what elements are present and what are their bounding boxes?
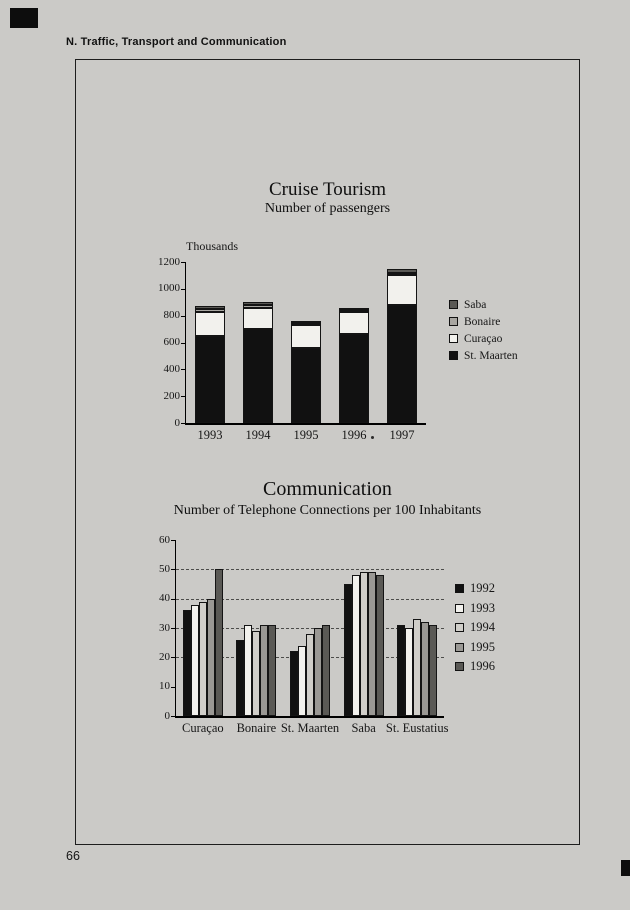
- y-tick-label: 20: [159, 650, 170, 663]
- scan-artifact-dot: [371, 436, 374, 439]
- legend-item-saba: [449, 296, 518, 313]
- bar-segment-saba: [243, 302, 273, 305]
- bar-saba-1994: [360, 572, 368, 716]
- bar-segment-saba: [339, 308, 369, 310]
- y-tick-label: 600: [163, 336, 180, 348]
- bar-cura-ao-1996: [215, 569, 223, 716]
- legend-label: Saba: [464, 298, 487, 311]
- bar-bonaire-1994: [252, 631, 260, 716]
- bar-segment-cura-ao: [195, 312, 225, 336]
- page-number: 66: [66, 849, 80, 863]
- y-tick: [181, 369, 186, 370]
- bar-st-maarten-1992: [290, 651, 298, 716]
- cruise-tourism-subtitle: Number of passengers: [264, 201, 391, 216]
- legend-item-1994: [455, 618, 495, 638]
- bar-segment-cura-ao: [291, 325, 321, 348]
- communication-subtitle: Number of Telephone Connections per 100 Inhabitants: [173, 503, 482, 518]
- legend-swatch-st-maarten: [449, 351, 458, 360]
- y-tick: [181, 289, 186, 290]
- bar-saba-1996: [376, 575, 384, 716]
- x-tick-label: 1996: [341, 428, 367, 442]
- bar-bonaire-1992: [236, 640, 244, 716]
- communication-legend: [455, 579, 495, 677]
- x-tick-label: Curaçao: [181, 721, 224, 735]
- bar-segment-bonaire: [243, 305, 273, 308]
- bar-segment-saba: [195, 306, 225, 309]
- legend-label: 1995: [470, 639, 495, 654]
- cruise-tourism-legend: [449, 296, 518, 364]
- x-tick-label: 1994: [245, 428, 271, 442]
- bar-st-eustatius-1992: [397, 625, 405, 716]
- x-tick-label: Bonaire: [236, 721, 277, 735]
- y-tick: [181, 262, 186, 263]
- legend-swatch-1993: [455, 604, 464, 613]
- y-tick-label: 1200: [158, 255, 180, 268]
- bar-segment-cura-ao: [387, 275, 417, 305]
- bar-segment-cura-ao: [339, 312, 369, 335]
- legend-swatch-cura-ao: [449, 334, 458, 343]
- y-tick: [181, 343, 186, 344]
- bar-segment-bonaire: [387, 273, 417, 276]
- cruise-tourism-title: Cruise Tourism: [268, 179, 387, 200]
- legend-item-bonaire: [449, 313, 518, 330]
- y-tick: [171, 687, 176, 688]
- legend-swatch-saba: [449, 300, 458, 309]
- legend-label: 1992: [470, 581, 495, 596]
- y-tick: [171, 716, 176, 717]
- bar-segment-bonaire: [339, 310, 369, 312]
- bar-saba-1993: [352, 575, 360, 716]
- scan-edge-mark: [621, 860, 630, 876]
- y-tick: [181, 396, 186, 397]
- x-tick-label: 1995: [293, 428, 319, 442]
- bar-st-eustatius-1996: [429, 625, 437, 716]
- bar-st-maarten-1994: [306, 634, 314, 716]
- bar-saba-1995: [368, 572, 376, 716]
- legend-swatch-bonaire: [449, 317, 458, 326]
- y-tick-label: 50: [159, 562, 170, 575]
- y-tick-label: 0: [164, 709, 170, 722]
- bar-st-eustatius-1993: [405, 628, 413, 716]
- legend-swatch-1995: [455, 643, 464, 652]
- legend-label: Bonaire: [464, 315, 501, 328]
- y-tick-label: 800: [163, 309, 180, 322]
- legend-label: 1993: [470, 600, 495, 615]
- bar-segment-saba: [387, 269, 417, 272]
- legend-item-1996: [455, 657, 495, 677]
- bar-segment-st-maarten: [243, 329, 273, 423]
- x-tick-label: 1997: [389, 428, 415, 442]
- page-header: N. Traffic, Transport and Communication: [66, 36, 287, 48]
- bar-segment-bonaire: [195, 309, 225, 312]
- y-tick: [171, 540, 176, 541]
- bar-segment-bonaire: [291, 323, 321, 325]
- bar-bonaire-1996: [268, 625, 276, 716]
- bar-segment-st-maarten: [339, 334, 369, 423]
- legend-item-st-maarten: [449, 347, 518, 364]
- y-tick-label: 1000: [158, 282, 180, 295]
- legend-item-1995: [455, 638, 495, 658]
- y-tick: [181, 316, 186, 317]
- bar-segment-saba: [291, 321, 321, 323]
- legend-label: 1996: [470, 659, 495, 674]
- legend-item-1993: [455, 599, 495, 619]
- y-tick: [181, 423, 186, 424]
- bar-segment-st-maarten: [387, 305, 417, 423]
- communication-plot: [159, 533, 449, 735]
- bar-cura-ao-1992: [183, 610, 191, 716]
- x-tick-label: Saba: [351, 721, 376, 735]
- bar-st-maarten-1993: [298, 646, 306, 716]
- bar-cura-ao-1994: [199, 602, 207, 716]
- y-tick-label: 0: [174, 416, 180, 429]
- bar-cura-ao-1995: [207, 599, 215, 716]
- legend-swatch-1994: [455, 623, 464, 632]
- bar-segment-st-maarten: [195, 336, 225, 423]
- bar-st-maarten-1995: [314, 628, 322, 716]
- bar-saba-1992: [344, 584, 352, 716]
- legend-item-cura-ao: [449, 330, 518, 347]
- y-tick-label: 200: [163, 389, 180, 402]
- x-tick-label: St. Maarten: [280, 721, 340, 735]
- corner-black-tab: [10, 8, 38, 28]
- cruise-tourism-plot: [158, 255, 426, 442]
- bar-st-maarten-1996: [322, 625, 330, 716]
- bar-cura-ao-1993: [191, 605, 199, 716]
- legend-swatch-1996: [455, 662, 464, 671]
- y-tick-label: 30: [159, 621, 170, 634]
- communication-title: Communication: [263, 478, 392, 500]
- legend-swatch-1992: [455, 584, 464, 593]
- y-tick-label: 400: [163, 362, 180, 375]
- bar-bonaire-1995: [260, 625, 268, 716]
- x-tick-label: St. Eustatius: [385, 721, 449, 735]
- legend-item-1992: [455, 579, 495, 599]
- y-axis-unit-label: Thousands: [186, 239, 238, 253]
- bar-st-eustatius-1994: [413, 619, 421, 716]
- legend-label: St. Maarten: [464, 349, 518, 362]
- bar-segment-st-maarten: [291, 348, 321, 423]
- bar-segment-cura-ao: [243, 308, 273, 329]
- y-tick-label: 60: [159, 533, 170, 546]
- x-tick-label: 1993: [197, 428, 223, 442]
- y-tick-label: 40: [159, 592, 170, 605]
- bar-bonaire-1993: [244, 625, 252, 716]
- y-tick-label: 10: [159, 680, 170, 693]
- legend-label: 1994: [470, 620, 495, 635]
- legend-label: Curaçao: [464, 332, 503, 345]
- bar-st-eustatius-1995: [421, 622, 429, 716]
